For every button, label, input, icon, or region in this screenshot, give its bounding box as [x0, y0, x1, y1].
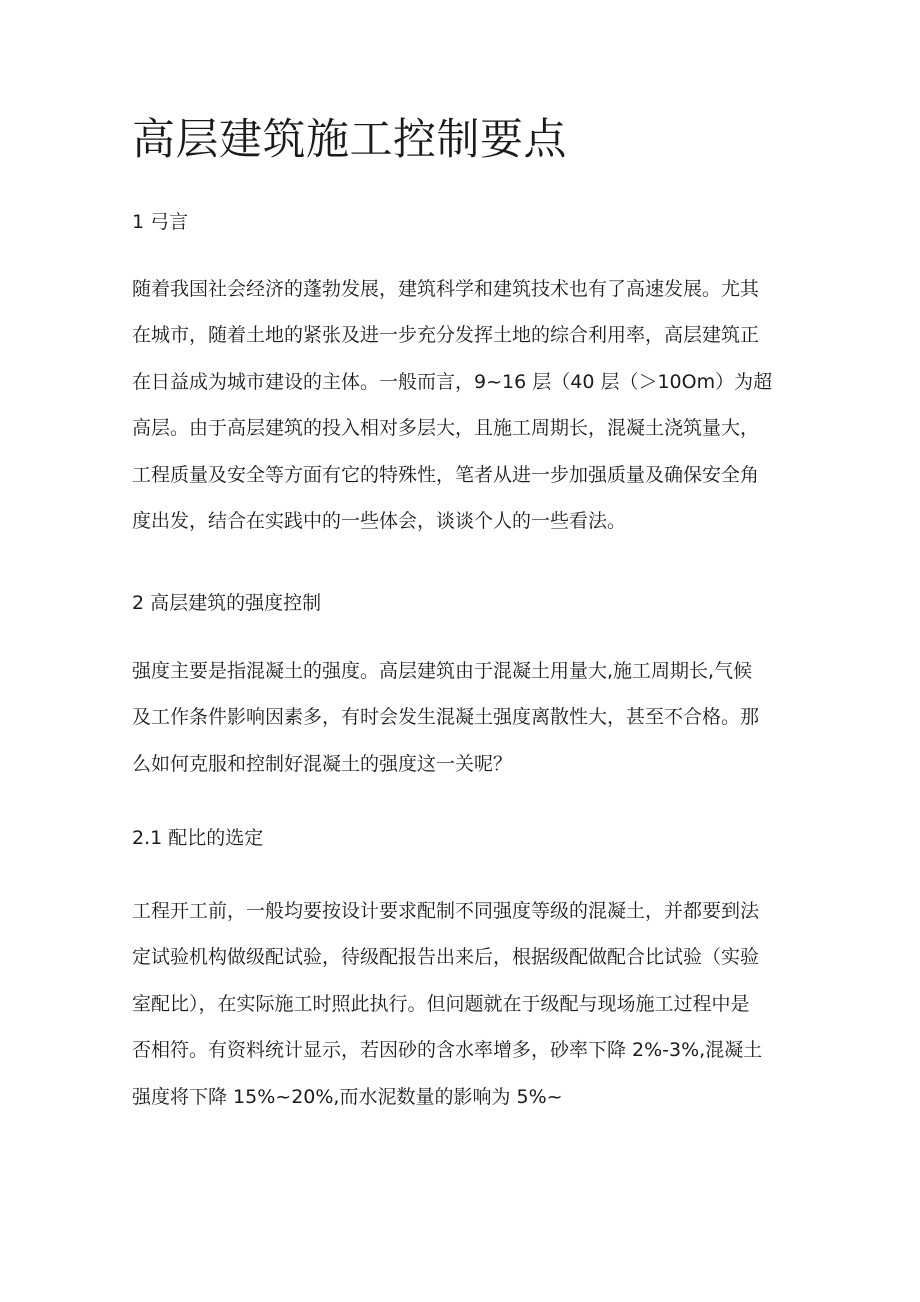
paragraph-line: 么如何克服和控制好混凝土的强度这一关呢？: [132, 752, 513, 775]
paragraph-line: 随着我国社会经济的蓬勃发展，建筑科学和建筑技术也有了高速发展。尤其: [132, 278, 760, 300]
section-heading-mix-selection: 2.1 配比的选定: [132, 827, 264, 849]
section-paragraph-introduction: [132, 266, 796, 544]
paragraph-line: 高层。由于高层建筑的投入相对多层大，且施工周期长，混凝土浇筑量大，: [132, 417, 760, 440]
section-paragraph-strength-control: [132, 648, 796, 787]
paragraph-line: 工程开工前，一般均要按设计要求配制不同强度等级的混凝土，并都要到法: [132, 900, 760, 922]
section-heading-introduction: 1 弓言: [132, 211, 189, 233]
document-title: 高层建筑施工控制要点: [132, 115, 567, 165]
paragraph-line: 否相符。有资料统计显示，若因砂的含水率增多，砂率下降 2%-3%,混凝土: [132, 1039, 763, 1062]
paragraph-line: 强度将下降 15%~20%,而水泥数量的影响为 5%~: [132, 1085, 563, 1108]
section-paragraph-mix-selection: [132, 888, 796, 1120]
paragraph-line: 在城市，随着土地的紧张及进一步充分发挥土地的综合利用率，高层建筑正: [132, 324, 760, 347]
section-heading-strength-control: 2 高层建筑的强度控制: [132, 592, 322, 614]
paragraph-line: 室配比），在实际施工时照此执行。但问题就在于级配与现场施工过程中是: [132, 992, 750, 1015]
paragraph-line: 强度主要是指混凝土的强度。高层建筑由于混凝土用量大,施工周期长,气候: [132, 660, 753, 682]
paragraph-line: 在日益成为城市建设的主体。一般而言，9~16 层（40 层（＞10Om）为超: [132, 370, 773, 393]
paragraph-line: 及工作条件影响因素多，有时会发生混凝土强度离散性大，甚至不合格。那: [132, 706, 760, 729]
paragraph-line: 工程质量及安全等方面有它的特殊性，笔者从进一步加强质量及确保安全角: [132, 463, 760, 486]
paragraph-line: 度出发，结合在实践中的一些体会，谈谈个人的一些看法。: [132, 509, 627, 532]
paragraph-line: 定试验机构做级配试验，待级配报告出来后，根据级配做配合比试验（实验: [132, 946, 760, 969]
